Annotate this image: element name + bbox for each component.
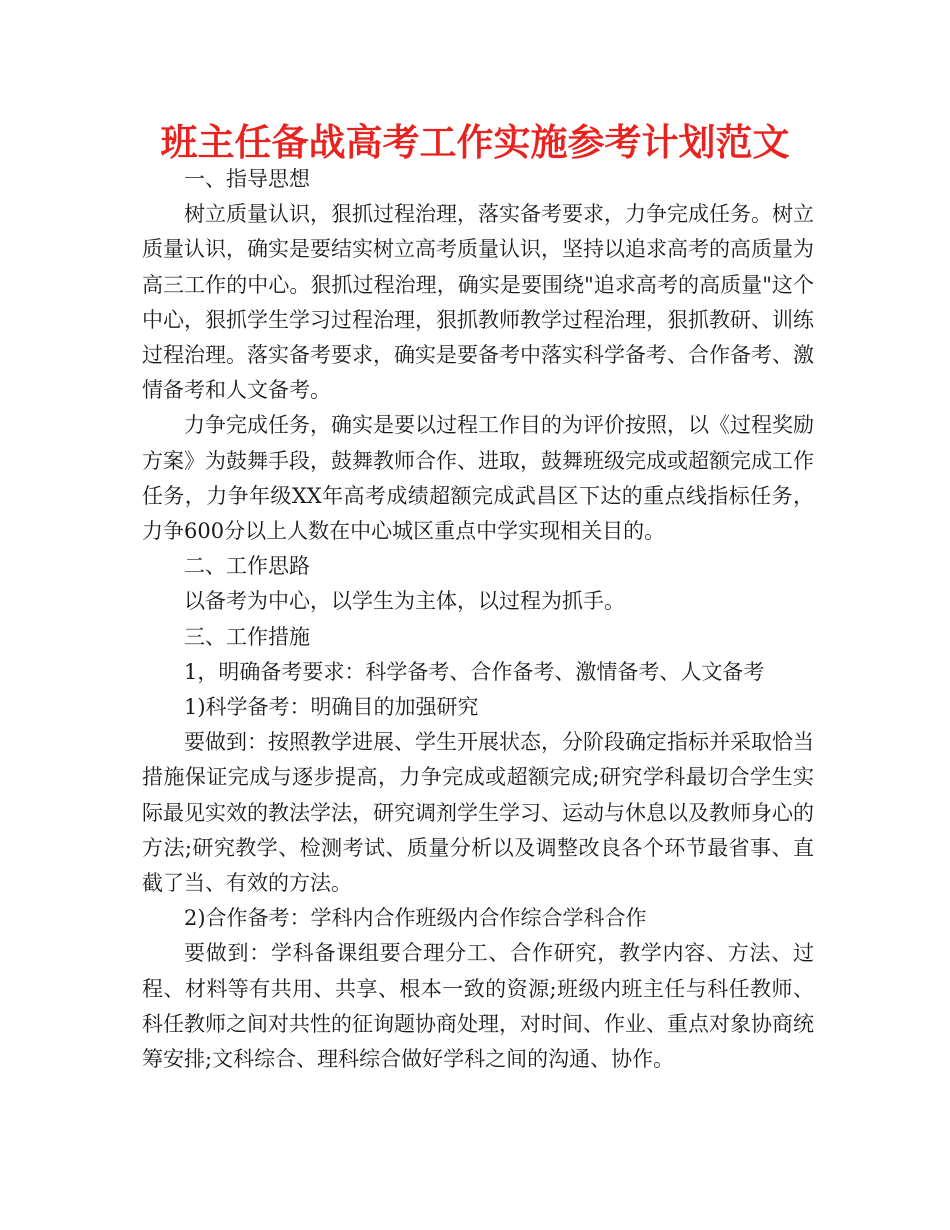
section-heading-work-ideas: 二、工作思路 xyxy=(184,554,310,579)
sub-heading: 1，明确备考要求：科学备考、合作备考、激情备考、人文备考 xyxy=(184,659,765,684)
body-paragraph: 要做到：按照教学进展、学生开展状态，分阶段确定指标并采取恰当措施保证完成与逐步提高，力争完成或超额完成;研究学科最切合学生实际最见实效的教法学法，研究调剂学生学习、运动与休息以及教师身心的方法;研究教学、检测考试、质量分析以及调整改良各个环节最省事、直截了当、有效的方法。 xyxy=(142,730,814,896)
sub-heading: 1)科学备考：明确目的加强研究 xyxy=(184,695,479,720)
document-title: 班主任备战高考工作实施参考计划范文 xyxy=(160,121,790,164)
section-heading-guiding-ideology: 一、指导思想 xyxy=(184,167,310,191)
body-paragraph: 树立质量认识，狠抓过程治理，落实备考要求，力争完成任务。树立质量认识，确实是要结实树立高考质量认识，坚持以追求高考的高质量为高三工作的中心。狠抓过程治理，确实是要围绕"追求高考的高质量"这个中心，狠抓学生学习过程治理，狠抓教师教学过程治理，狠抓教研、训练过程治理。落实备考要求，确实是要备考中落实科学备考、合作备考、激情备考和人文备考。 xyxy=(142,202,814,403)
section-heading-work-measures: 三、工作措施 xyxy=(184,624,310,649)
sub-heading: 2)合作备考：学科内合作班级内合作综合学科合作 xyxy=(184,906,647,931)
body-paragraph: 以备考为中心，以学生为主体，以过程为抓手。 xyxy=(184,589,625,614)
body-paragraph: 力争完成任务，确实是要以过程工作目的为评价按照，以《过程奖励方案》为鼓舞手段，鼓舞教师合作、进取，鼓舞班级完成或超额完成工作任务，力争年级XX年高考成绩超额完成武昌区下达的重点线指标任务，力争600分以上人数在中心城区重点中学实现相关目的。 xyxy=(142,413,814,544)
document-body xyxy=(142,162,814,1077)
body-paragraph: 要做到：学科备课组要合理分工、合作研究，教学内容、方法、过程、材料等有共用、共享、根本一致的资源;班级内班主任与科任教师、科任教师之间对共性的征询题协商处理，对时间、作业、重点对象协商统筹安排;文科综合、理科综合做好学科之间的沟通、协作。 xyxy=(142,941,814,1072)
